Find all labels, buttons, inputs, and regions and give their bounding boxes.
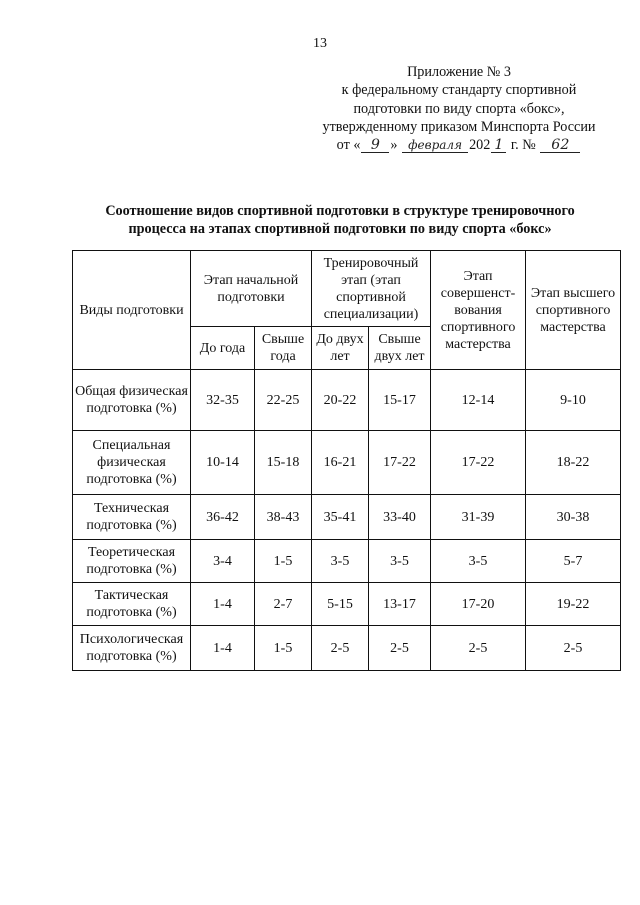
appendix-block [300,63,618,154]
appendix-line: утвержденному приказом Минспорта России [322,118,596,135]
appendix-line: подготовки по виду спорта «бокс», [353,100,565,117]
date-mid: » [390,137,398,154]
appendix-title: Приложение № 3 [407,64,511,80]
handwritten-day: 9 [361,138,389,153]
table-cell: 17-20 [431,583,526,626]
table-cell: 9-10 [526,370,621,431]
table-cell: 22-25 [255,370,312,431]
table-cell: 2-5 [431,626,526,671]
table-cell: 1-5 [255,540,312,583]
table-cell: 1-5 [255,626,312,671]
table-cell: 2-7 [255,583,312,626]
table-cell: 17-22 [431,431,526,495]
row-label: Общая физическая подготовка (%) [73,370,191,431]
table-cell: 5-15 [312,583,369,626]
table-cell: 18-22 [526,431,621,495]
table-cell: 32-35 [191,370,255,431]
subheader-training-1: До двух лет [312,327,369,370]
table-cell: 2-5 [369,626,431,671]
table-cell: 31-39 [431,495,526,540]
table-cell: 3-5 [312,540,369,583]
page-number: 13 [313,36,327,51]
header-row [73,251,621,327]
table-cell: 30-38 [526,495,621,540]
table-cell: 3-5 [369,540,431,583]
date-prefix: от « [336,137,361,154]
table-cell: 12-14 [431,370,526,431]
row-label: Теоретическая подготовка (%) [73,540,191,583]
table-cell: 36-42 [191,495,255,540]
table-cell: 2-5 [312,626,369,671]
handwritten-month: февраля [402,138,468,153]
table-cell: 3-4 [191,540,255,583]
table-cell: 13-17 [369,583,431,626]
table-cell: 35-41 [312,495,369,540]
row-label: Психологическая подготовка (%) [73,626,191,671]
document-title [60,203,620,238]
row-label: Специальная физическая подготовка (%) [73,431,191,495]
row-label: Техническая подготовка (%) [73,495,191,540]
table-row [73,370,621,431]
header-improvement-stage: Этап совершенст-вования спортивного мастерства [431,251,526,370]
appendix-date-line [300,136,618,154]
table-cell: 5-7 [526,540,621,583]
year-prefix: 202 [469,137,491,154]
table-cell: 17-22 [369,431,431,495]
table-cell: 10-14 [191,431,255,495]
table-cell: 3-5 [431,540,526,583]
handwritten-order-number: 62 [540,138,580,153]
title-line-2: процесса на этапах спортивной подготовки по виду спорта «бокс» [128,220,552,237]
table-row [73,626,621,671]
table-row [73,431,621,495]
table-cell: 33-40 [369,495,431,540]
appendix-line: к федеральному стандарту спортивной [341,82,577,99]
table-cell: 19-22 [526,583,621,626]
subheader-initial-2: Свыше года [255,327,312,370]
handwritten-year-digit: 1 [491,138,506,153]
table-cell: 16-21 [312,431,369,495]
header-highest-stage: Этап высшего спортивного мастерства [526,251,621,370]
table-cell: 1-4 [191,583,255,626]
table-cell: 2-5 [526,626,621,671]
header-types: Виды подготовки [73,251,191,370]
header-training-stage: Тренировочный этап (этап спортивной специализации) [312,251,431,327]
table-cell: 38-43 [255,495,312,540]
year-suffix: г. № [507,137,536,154]
table-cell: 15-18 [255,431,312,495]
table-row [73,583,621,626]
title-line-1: Соотношение видов спортивной подготовки в структуре тренировочного [105,203,575,219]
table-cell: 20-22 [312,370,369,431]
table-cell: 15-17 [369,370,431,431]
subheader-initial-1: До года [191,327,255,370]
table-row [73,540,621,583]
subheader-training-2: Свыше двух лет [369,327,431,370]
training-ratio-table [72,250,621,671]
header-initial-stage: Этап начальной подготовки [191,251,312,327]
table-row [73,495,621,540]
table-cell: 1-4 [191,626,255,671]
row-label: Тактическая подготовка (%) [73,583,191,626]
